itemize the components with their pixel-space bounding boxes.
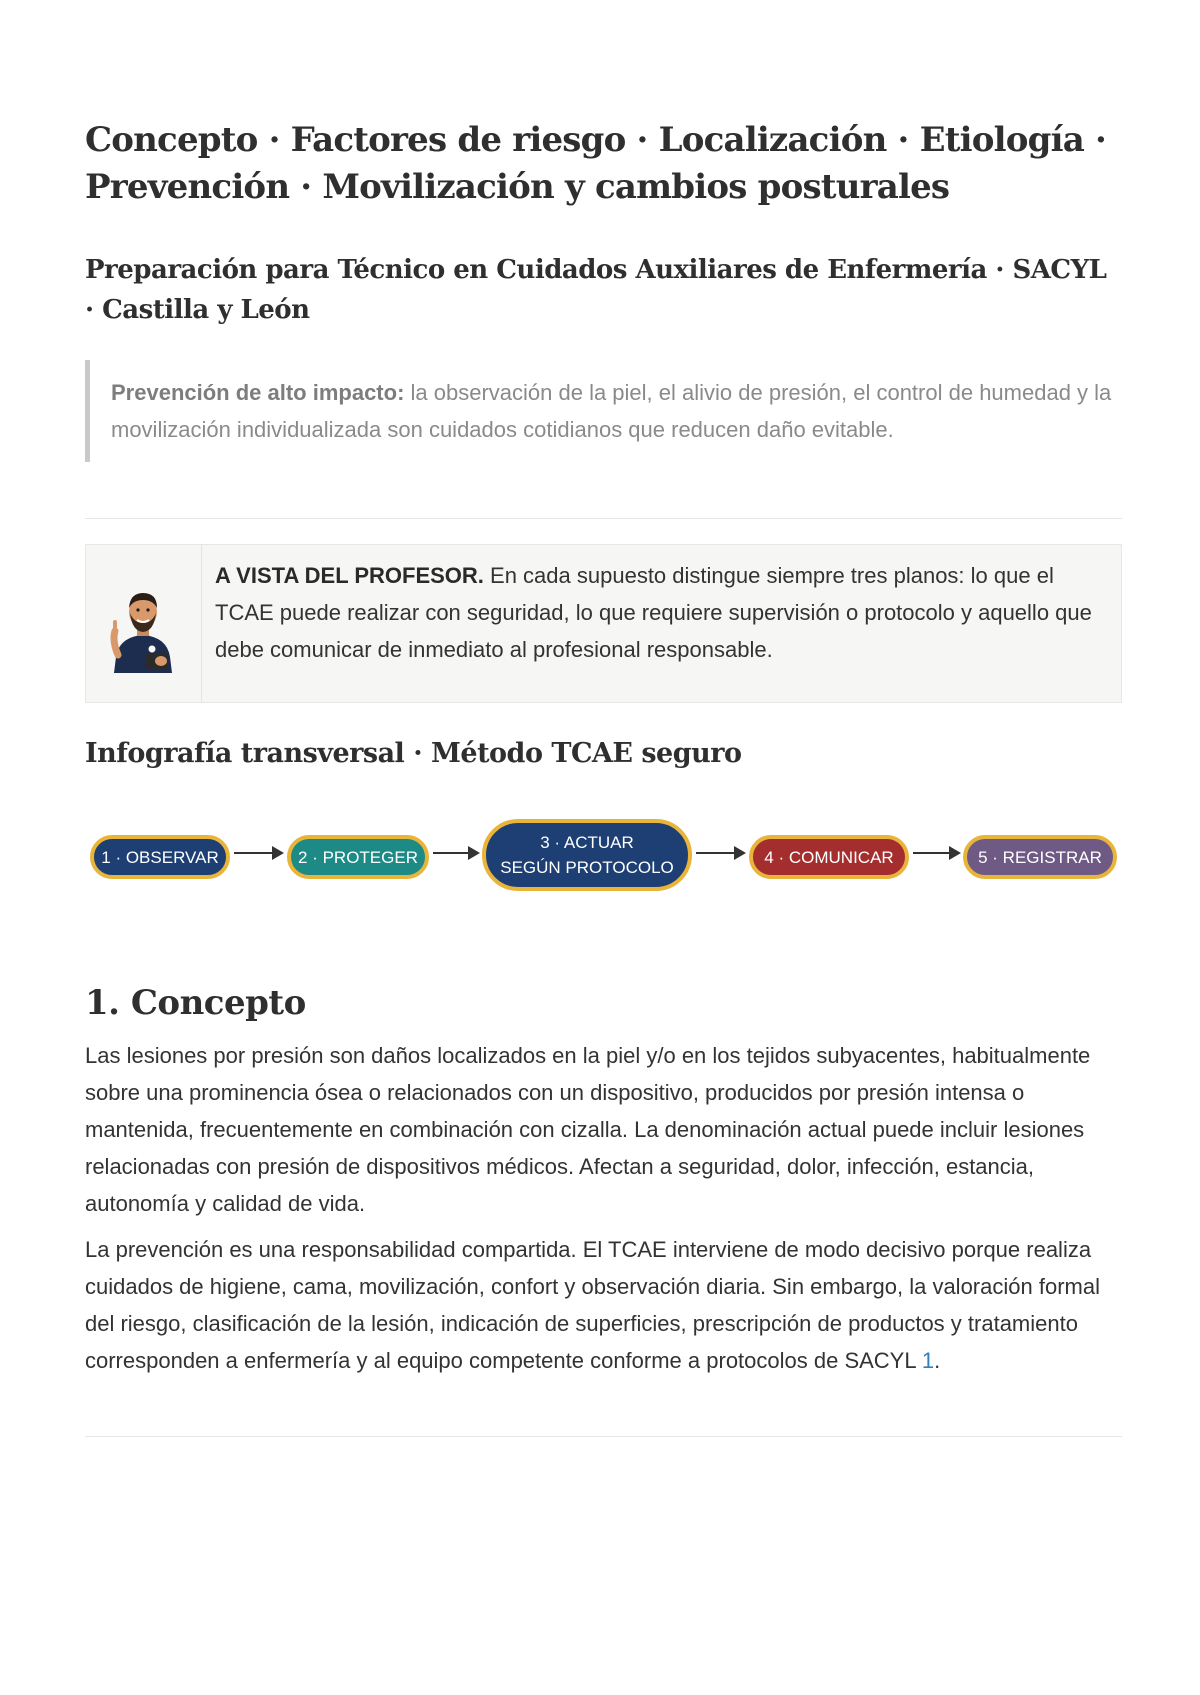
step-proteger: 2 · PROTEGER <box>287 835 429 879</box>
arrow-2 <box>433 852 478 854</box>
step-observar: 1 · OBSERVAR <box>90 835 230 879</box>
divider <box>85 518 1122 519</box>
reference-link[interactable]: 1 <box>921 1348 935 1373</box>
infographic-title: Infografía transversal · Método TCAE seguro <box>85 738 742 769</box>
paragraph-concepto-2-text: La prevención es una responsabilidad compartida. El TCAE interviene de modo decisivo porque realiza cuidados de higiene, cama, movilización, confort y observación diaria. Sin embargo, la valoración formal del riesgo, clasificación de la lesión, indicación de superficies, prescripción de productos y tratamiento corresponden a enfermería y al equipo competente conforme a protocolos de SACYL <box>85 1237 1100 1373</box>
paragraph-end: . <box>934 1348 941 1373</box>
paragraph-concepto-2 <box>85 1231 1122 1379</box>
divider-bottom <box>85 1436 1122 1437</box>
professor-note-box <box>85 544 1122 703</box>
professor-note-text <box>215 557 1110 668</box>
arrow-1 <box>234 852 282 854</box>
step-actuar-segun-protocolo: 3 · ACTUAR SEGÚN PROTOCOLO <box>482 819 692 891</box>
paragraph-concepto-1: Las lesiones por presión son daños localizados en la piel y/o en los tejidos subyacentes, habitualmente sobre una prominencia ósea o relacionados con un dispositivo, producidos por presión intensa o mantenida, frecuentemente en combinación con cizalla. La denominación actual puede incluir lesiones relacionadas con presión de dispositivos médicos. Afectan a seguridad, dolor, infección, estancia, autonomía y calidad de vida. <box>85 1043 1091 1216</box>
step-registrar: 5 · REGISTRAR <box>963 835 1117 879</box>
professor-note-body: En cada supuesto distingue siempre tres planos: lo que el TCAE puede realizar con seguridad, lo que requiere supervisión o protocolo y aquello que debe comunicar de inmediato al profesional responsable. <box>215 563 1092 662</box>
teacher-illustration-icon <box>86 545 201 702</box>
quote-text: la observación de la piel, el alivio de presión, el control de humedad y la movilización individualizada son cuidados cotidianos que reducen daño evitable. <box>111 380 1112 442</box>
highlight-quote <box>85 360 1123 462</box>
quote-label: Prevención de alto impacto: <box>111 380 405 405</box>
subtitle: Preparación para Técnico en Cuidados Auxiliares de Enfermería · SACYL · Castilla y León <box>85 255 1107 325</box>
professor-note-label: A VISTA DEL PROFESOR. <box>215 563 484 588</box>
arrow-4 <box>913 852 959 854</box>
method-flowchart <box>85 815 1122 893</box>
step-comunicar: 4 · COMUNICAR <box>749 835 909 879</box>
arrow-3 <box>696 852 744 854</box>
section-title-concepto: 1. Concepto <box>85 983 306 1023</box>
main-title: Concepto · Factores de riesgo · Localización · Etiología · Prevención · Movilización y cambios posturales <box>85 120 1106 207</box>
professor-avatar <box>86 545 202 702</box>
